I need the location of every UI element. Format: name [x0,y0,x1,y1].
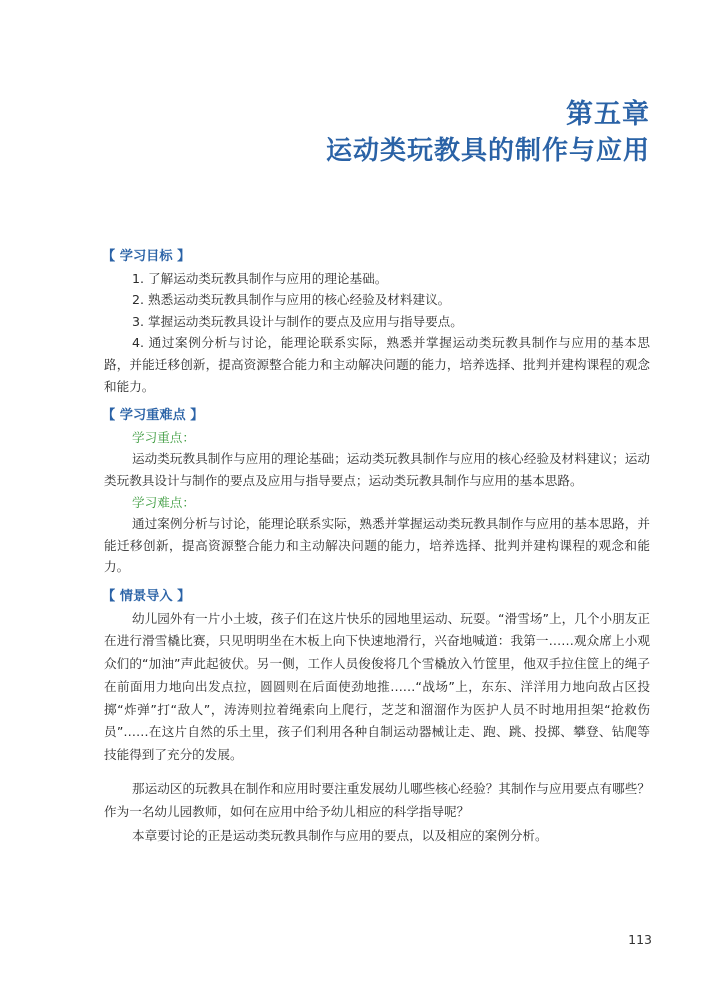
objective-item: 2. 熟悉运动类玩教具制作与应用的核心经验及材料建议。 [132,292,451,308]
chapter-title: 运动类玩教具的制作与应用 [325,136,650,166]
scenario-section [104,586,650,767]
closing-paragraph: 本章要讨论的正是运动类玩教具制作与应用的要点，以及相应的案例分析。 [132,827,548,843]
scenario-heading: 【 情景导入 】 [102,588,191,604]
objectives-heading: 【 学习目标 】 [102,249,191,264]
keypoints-section [104,405,650,578]
scenario-text: 幼儿园外有一片小土坡，孩子们在这片快乐的园地里运动、玩耍。“滑雪场”上，几个小朋友正在进行滑雪橇比赛，只见明明坐在木板上向下快速地滑行，兴奋地喊道：我第一……观众席上小观众们的“加油”声此起彼伏。另一侧，工作人员俊俊将几个雪橇放入竹筐里，他双手拉住筐上的绳子在前面用力地向出发点拉，圆圆则在后面使劲地推……“战场”上，东东、洋洋用力地向敌占区投掷“炸弹”打“敌人”，涛涛则拉着绳索向上爬行，芝芝和溜溜作为医护人员不时地用担架“抢救伤员”……在这片自然的乐土里，孩子们利用各种自制运动器械让走、跑、跳、投掷、攀登、钻爬等技能得到了充分的发展。 [104,610,650,763]
focus-text: 运动类玩教具制作与应用的理论基础；运动类玩教具制作与应用的核心经验及材料建议；运动类玩教具设计与制作的要点及应用与指导要点；运动类玩教具制作与应用的基本思路。 [104,451,650,488]
difficulty-label: 学习难点： [132,494,195,510]
page-number: 113 [628,932,652,947]
closing-section [104,777,650,847]
page-content [104,246,650,847]
keypoints-heading: 【 学习重难点 】 [102,408,204,424]
chapter-number: 第五章 [566,99,650,130]
difficulty-text: 通过案例分析与讨论，能理论联系实际，熟悉并掌握运动类玩教具制作与应用的基本思路，并能迁移创新，提高资源整合能力和主动解决问题的能力，培养选择、批判并建构课程的观念和能力。 [104,516,650,575]
objectives-section [104,246,650,397]
objective-item: 4. 通过案例分析与讨论，能理论联系实际，熟悉并掌握运动类玩教具制作与应用的基本思路，并能迁移创新，提高资源整合能力和主动解决问题的能力，培养选择、批判并建构课程的观念和能力。 [104,335,650,394]
objective-item: 1. 了解运动类玩教具制作与应用的理论基础。 [132,270,388,286]
closing-paragraph: 那运动区的玩教具在制作和应用时要注重发展幼儿哪些核心经验？其制作与应用要点有哪些？作为一名幼儿园教师，如何在应用中给予幼儿相应的科学指导呢？ [104,781,650,820]
focus-label: 学习重点： [132,429,195,445]
objective-item: 3. 掌握运动类玩教具设计与制作的要点及应用与指导要点。 [132,313,463,329]
